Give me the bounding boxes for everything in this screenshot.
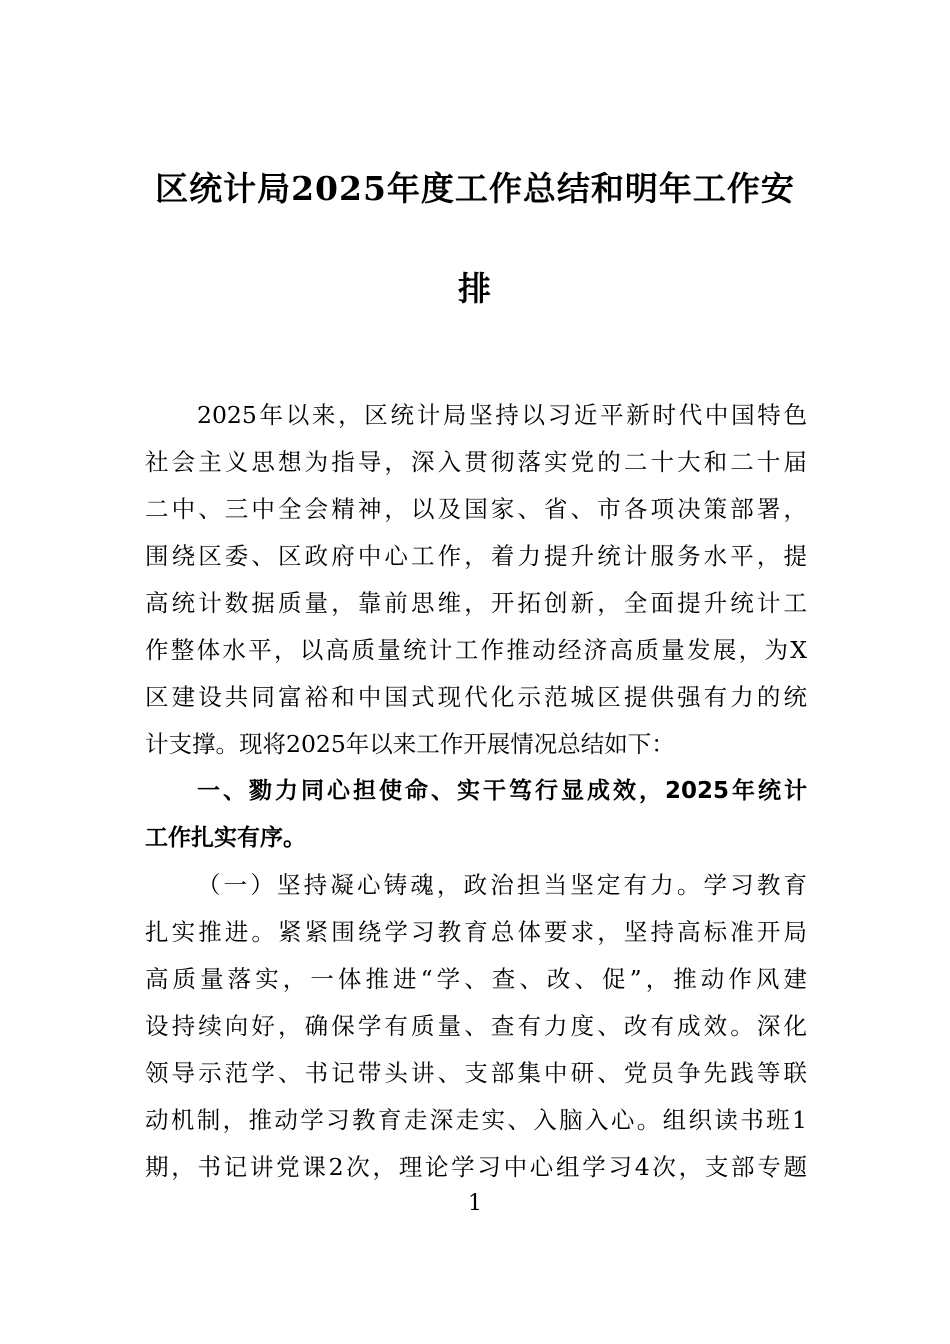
paragraph-line: （一）坚持凝心铸魂，政治担当坚定有力。学习教育 (197, 871, 807, 899)
paragraph-line: 扎实推进。紧紧围绕学习教育总体要求，坚持高标准开局 (145, 918, 807, 946)
section-heading-line: 工作扎实有序。 (145, 825, 306, 851)
section-heading-line: 一、勠力同心担使命、实干笃行显成效，2025年统计 (197, 778, 807, 804)
paragraph-line: 区建设共同富裕和中国式现代化示范城区提供强有力的统 (145, 683, 807, 711)
paragraph-line: 动机制，推动学习教育走深走实、入脑入心。组织读书班1 (145, 1106, 807, 1134)
paragraph-line: 二中、三中全会精神，以及国家、省、市各项决策部署， (145, 495, 807, 523)
paragraph-line: 计支撑。现将2025年以来工作开展情况总结如下： (145, 730, 675, 758)
document-title-line-2: 排 (458, 269, 492, 308)
page-number: 1 (468, 1191, 482, 1216)
paragraph-line: 高统计数据质量，靠前思维，开拓创新，全面提升统计工 (145, 589, 807, 617)
document-title-line-1: 区统计局2025年度工作总结和明年工作安 (155, 169, 795, 208)
paragraph-line: 设持续向好，确保学有质量、查有力度、改有成效。深化 (145, 1012, 807, 1040)
paragraph-line: 领导示范学、书记带头讲、支部集中研、党员争先践等联 (145, 1059, 807, 1087)
paragraph-line: 期，书记讲党课2次，理论学习中心组学习4次，支部专题 (145, 1153, 807, 1181)
paragraph-line: 高质量落实，一体推进“学、查、改、促”，推动作风建 (145, 965, 807, 993)
paragraph-line: 2025年以来，区统计局坚持以习近平新时代中国特色 (197, 401, 807, 429)
paragraph-line: 作整体水平，以高质量统计工作推动经济高质量发展，为X (145, 636, 807, 664)
paragraph-line: 社会主义思想为指导，深入贯彻落实党的二十大和二十届 (145, 448, 807, 476)
paragraph-line: 围绕区委、区政府中心工作，着力提升统计服务水平，提 (145, 542, 807, 570)
